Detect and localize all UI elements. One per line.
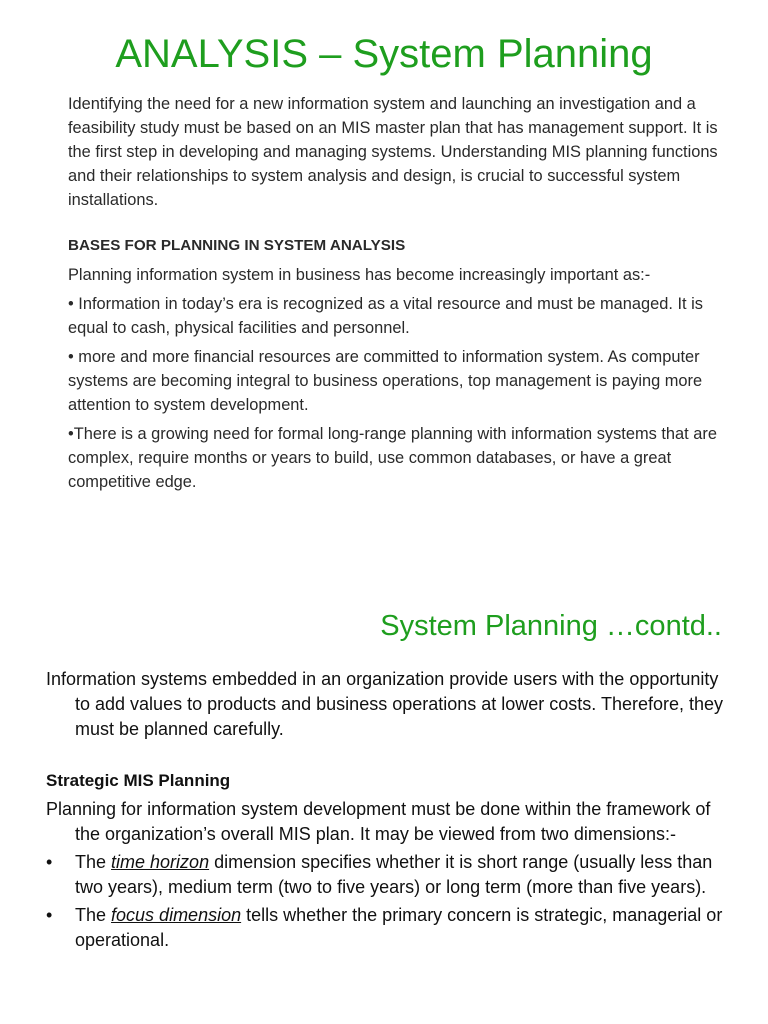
slide1-point: • more and more financial resources are committed to information system. As computer systems are becoming integral to business operations, top management is paying more attention to system development. — [68, 348, 703, 414]
bullet-icon: • — [46, 905, 53, 925]
slide2-title: System Planning …contd.. — [380, 610, 722, 642]
bullet-text-pre: The — [75, 905, 112, 925]
slide1-heading: BASES FOR PLANNING IN SYSTEM ANALYSIS — [68, 237, 406, 254]
slide1-body — [68, 92, 718, 499]
slide1-point: •There is a growing need for formal long-range planning with information systems that are complex, require months or years to build, use common databases, or have a great competitive edge. — [68, 425, 717, 491]
slide1-title: ANALYSIS – System Planning — [115, 32, 653, 76]
emphasis-term: time horizon — [111, 852, 210, 872]
bullet-text-post: dimension specifies whether it is short range (usually less than two years), medium term (two to five years) or long term (more than five years). — [75, 852, 713, 897]
bullet-text-pre: The — [75, 852, 112, 872]
slide2-lead: Planning for information system development must be done within the framework of the organization’s overall MIS plan. It may be viewed from two dimensions:- — [46, 799, 711, 844]
slide2-body — [46, 667, 728, 953]
list-item — [46, 850, 728, 900]
slide1-intro: Identifying the need for a new information system and launching an investigation and a feasibility study must be based on an MIS master plan that has management support. It is the first step in developing and managing systems. Understanding MIS planning functions and their relationships to system analysis and design, is crucial to successful system installations. — [68, 95, 718, 209]
slide2-heading: Strategic MIS Planning — [46, 771, 231, 790]
slide1-point: • Information in today’s era is recognized as a vital resource and must be managed. It is equal to cash, physical facilities and personnel. — [68, 295, 703, 337]
bullet-text-post: tells whether the primary concern is strategic, managerial or operational. — [75, 905, 723, 950]
list-item — [46, 903, 728, 953]
bullet-icon: • — [46, 852, 53, 872]
emphasis-term: focus dimension — [111, 905, 242, 925]
slide1-lead: Planning information system in business has become increasingly important as:- — [68, 266, 651, 284]
slide2-intro: Information systems embedded in an organization provide users with the opportunity to add values to products and business operations at lower costs. Therefore, they must be planned carefully. — [46, 669, 724, 739]
